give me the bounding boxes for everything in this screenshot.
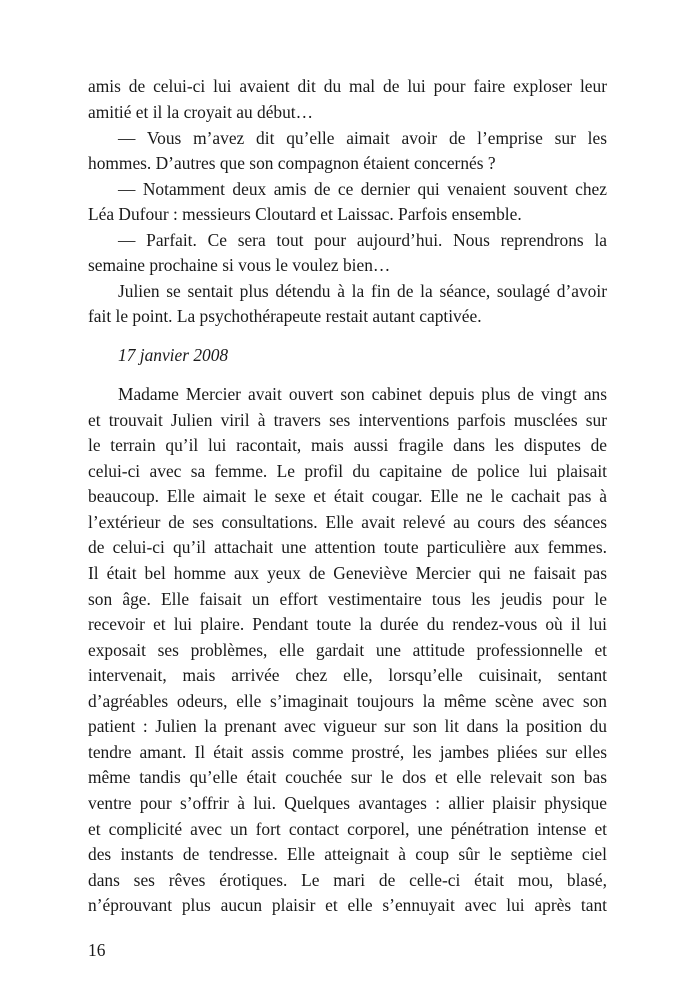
text-line: patient : Julien la prenant avec vigueur sur son lit dans la position du: [88, 716, 607, 736]
text-line: le terrain qu’il lui racontait, mais aussi fragile dans les disputes de: [88, 435, 607, 455]
text-line: — Vous m’avez dit qu’elle aimait avoir de l’emprise sur les: [118, 128, 607, 148]
text-line: même tandis qu’elle était couchée sur le dos et elle relevait son bas: [88, 767, 607, 787]
text-line: amis de celui-ci lui avaient dit du mal de lui pour faire exploser leur: [88, 76, 607, 96]
text-line: tendre amant. Il était assis comme prostré, les jambes pliées sur elles: [88, 742, 607, 762]
text-line: son âge. Elle faisait un effort vestimentaire tous les jeudis pour le: [88, 589, 607, 609]
text-line: Léa Dufour : messieurs Cloutard et Laissac. Parfois ensemble.: [88, 204, 522, 224]
text-line: et trouvait Julien viril à travers ses interventions parfois musclées sur: [88, 410, 607, 430]
text-line: Julien se sentait plus détendu à la fin de la séance, soulagé d’avoir: [118, 281, 607, 301]
text-line: beaucoup. Elle aimait le sexe et était cougar. Elle ne le cachait pas à: [88, 486, 607, 506]
date-heading: 17 janvier 2008: [118, 345, 229, 365]
text-line: Il était bel homme aux yeux de Geneviève Mercier qui ne faisait pas: [88, 563, 607, 583]
text-line: recevoir et lui plaire. Pendant toute la durée du rendez-vous où il lui: [88, 614, 607, 634]
text-line: d’agréables odeurs, elle s’imaginait toujours la même scène avec son: [88, 691, 607, 711]
text-line: amitié et il la croyait au début…: [88, 102, 314, 122]
text-line: intervenait, mais arrivée chez elle, lorsqu’elle cuisinait, sentant: [88, 665, 607, 685]
text-line: celui-ci avec sa femme. Le profil du capitaine de police lui plaisait: [88, 461, 607, 481]
text-line: — Notamment deux amis de ce dernier qui venaient souvent chez: [118, 179, 607, 199]
text-line: de celui-ci qu’il attachait une attention toute particulière aux femmes.: [88, 537, 607, 557]
text-line: et complicité avec un fort contact corporel, une pénétration intense et: [88, 819, 607, 839]
text-line: ventre pour s’offrir à lui. Quelques avantages : allier plaisir physique: [88, 793, 607, 813]
text-line: n’éprouvant plus aucun plaisir et elle s’ennuyait avec lui après tant: [88, 895, 607, 915]
page-number: 16: [88, 940, 106, 960]
text-line: hommes. D’autres que son compagnon étaient concernés ?: [88, 153, 496, 173]
text-line: dans ses rêves érotiques. Le mari de celle-ci était mou, blasé,: [88, 870, 607, 890]
text-line: Madame Mercier avait ouvert son cabinet depuis plus de vingt ans: [118, 384, 607, 404]
text-line: — Parfait. Ce sera tout pour aujourd’hui. Nous reprendrons la: [118, 230, 607, 250]
text-line: fait le point. La psychothérapeute restait autant captivée.: [88, 306, 482, 326]
text-line: exposait ses problèmes, elle gardait une attitude professionnelle et: [88, 640, 607, 660]
text-line: l’extérieur de ses consultations. Elle avait relevé au cours des séances: [88, 512, 607, 532]
text-line: des instants de tendresse. Elle atteignait à coup sûr le septième ciel: [88, 844, 607, 864]
text-line: semaine prochaine si vous le voulez bien…: [88, 255, 391, 275]
